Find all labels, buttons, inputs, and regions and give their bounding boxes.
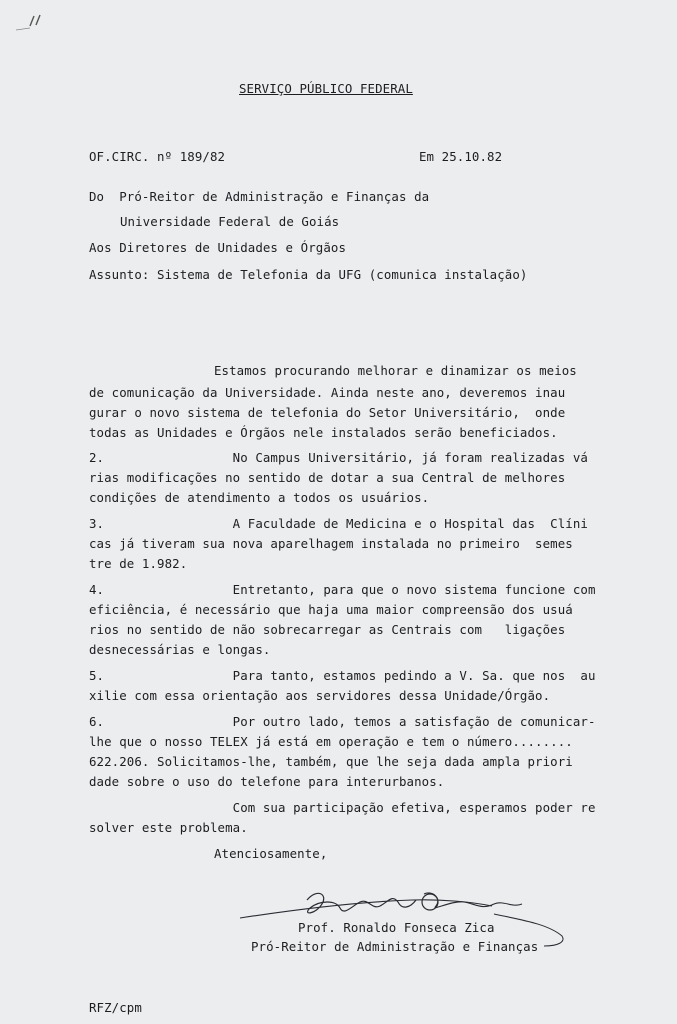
letterhead-title: SERVIÇO PÚBLICO FEDERAL [239,81,413,96]
body-line: lhe que o nosso TELEX já está em operação e tem o número........ [89,734,573,749]
sender-line-1: Do Pró-Reitor de Administração e Finanças da [89,189,430,204]
letter-date: Em 25.10.82 [419,149,503,164]
body-line: desnecessárias e longas. [89,642,271,657]
body-line: gurar o novo sistema de telefonia do Setor Universitário, onde [89,405,566,420]
body-line: 4. Entretanto, para que o novo sistema funcione com [89,582,596,597]
body-line: Estamos procurando melhorar e dinamizar os meios [214,363,577,378]
body-line: todas as Unidades e Órgãos nele instalados serão beneficiados. [89,425,558,440]
subject-line: Assunto: Sistema de Telefonia da UFG (comunica instalação) [89,267,528,282]
body-line: eficiência, é necessário que haja uma maior compreensão dos usuá [89,602,573,617]
handwritten-corner-mark [14,8,54,34]
body-line: Com sua participação efetiva, esperamos poder re [89,800,596,815]
closing-salutation: Atenciosamente, [214,846,328,861]
body-line: solver este problema. [89,820,248,835]
body-line: rias modificações no sentido de dotar a sua Central de melhores [89,470,566,485]
body-line: condições de atendimento a todos os usuários. [89,490,430,505]
body-line: 622.206. Solicitamos-lhe, também, que lhe seja dada ampla priori [89,754,573,769]
signatory-title: Pró-Reitor de Administração e Finanças [251,939,539,954]
body-line: 2. No Campus Universitário, já foram realizadas vá [89,450,588,465]
sender-line-2: Universidade Federal de Goiás [120,214,340,229]
body-line: rios no sentido de não sobrecarregar as Centrais com ligações [89,622,566,637]
body-line: cas já tiveram sua nova aparelhagem instalada no primeiro semes [89,536,573,551]
circular-number: OF.CIRC. nº 189/82 [89,149,226,164]
body-line: 5. Para tanto, estamos pedindo a V. Sa. que nos au [89,668,596,683]
body-line: tre de 1.982. [89,556,188,571]
body-line: de comunicação da Universidade. Ainda neste ano, deveremos inau [89,385,566,400]
body-line: 6. Por outro lado, temos a satisfação de comunicar- [89,714,596,729]
typist-initials: RFZ/cpm [89,1000,142,1015]
body-line: dade sobre o uso do telefone para interurbanos. [89,774,445,789]
recipient-line: Aos Diretores de Unidades e Órgãos [89,240,347,255]
signatory-name: Prof. Ronaldo Fonseca Zica [298,920,495,935]
body-line: 3. A Faculdade de Medicina e o Hospital das Clíni [89,516,588,531]
body-line: xilie com essa orientação aos servidores dessa Unidade/Órgão. [89,688,551,703]
